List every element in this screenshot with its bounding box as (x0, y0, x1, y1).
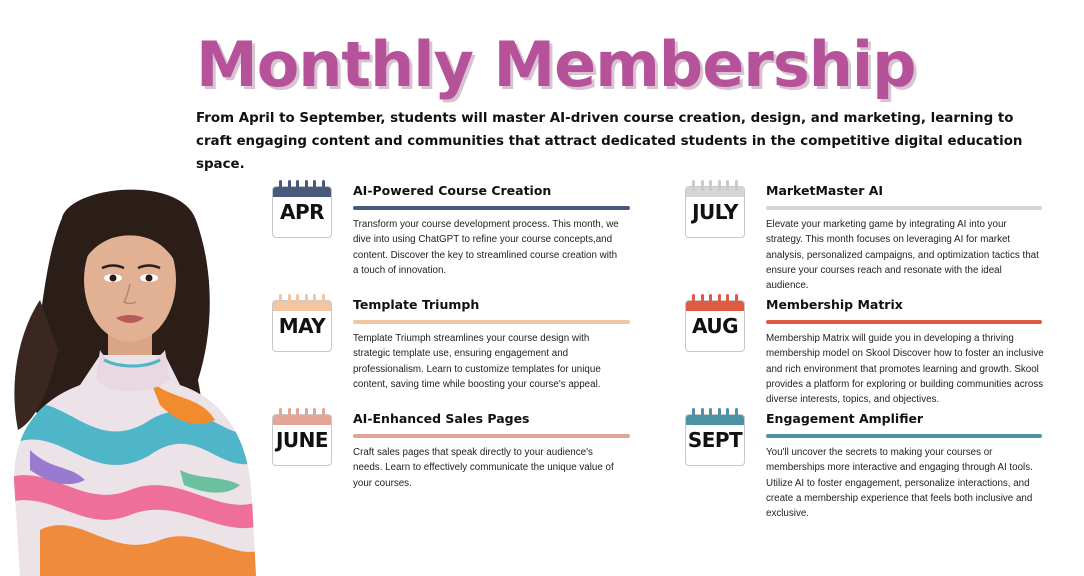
module-divider (353, 320, 630, 324)
module-title: Engagement Amplifier (766, 411, 924, 426)
calendar-icon (272, 180, 332, 238)
calendar-icon (685, 408, 745, 466)
module-title: Membership Matrix (766, 297, 903, 312)
module-description: Membership Matrix will guide you in developing a thriving membership model on Skool Discover how to foster an inclusive and rich environment that promotes learning and growth. Skool provides a platform for exploring or building communities across diverse interests, topics, and objectives. (766, 333, 1044, 406)
calendar-icon (272, 408, 332, 466)
calendar-month-label: SEPT (687, 428, 743, 452)
module-divider (766, 320, 1042, 324)
module-title: MarketMaster AI (766, 183, 884, 198)
module-title: AI-Powered Course Creation (353, 183, 552, 198)
module-divider (766, 434, 1042, 438)
calendar-icon (685, 294, 745, 352)
module-title: Template Triumph (353, 297, 480, 312)
intro-paragraph: From April to September, students will master AI-driven course creation, design, and marketing, learning to craft engaging content and communities that attract dedicated students in the competitive digital education space. (196, 111, 1023, 172)
module-description: Elevate your marketing game by integrating AI into your strategy. This month focuses on leveraging AI for market analysis, personalized campaigns, and optimization tactics that ensure your courses reach and resonate with the ideal audience. (766, 219, 1039, 292)
calendar-month-label: MAY (278, 314, 326, 338)
module-description: Template Triumph streamlines your course design with strategic template use, ensuring engagement and professionalism. Learn to customize templates for unique content, saving time while boosting your course's appeal. (353, 333, 601, 390)
calendar-icon (685, 180, 745, 238)
module-description: You'll uncover the secrets to making your courses or memberships more interactive and engaging through AI tools. Utilize AI to foster engagement, personalize interactions, and create a membership experience that feels both inclusive and exclusive. (766, 447, 1033, 520)
calendar-icon (272, 294, 332, 352)
module-title: AI-Enhanced Sales Pages (353, 411, 530, 426)
module-description: Craft sales pages that speak directly to your audience's needs. Learn to effectively communicate the unique value of your courses. (353, 447, 614, 489)
module-divider (353, 434, 630, 438)
module-divider (353, 206, 630, 210)
portrait-photo (0, 180, 262, 576)
module-description: Transform your course development process. This month, we dive into using ChatGPT to refine your course concepts,and content. Discover the key to streamlined course creation with a touch of innovation. (353, 219, 619, 276)
calendar-month-label: AUG (691, 314, 739, 338)
page-title: Monthly Membership (196, 28, 916, 101)
module-divider (766, 206, 1042, 210)
calendar-month-label: APR (279, 200, 325, 224)
calendar-month-label: JULY (692, 200, 738, 224)
calendar-month-label: JUNE (275, 428, 329, 452)
